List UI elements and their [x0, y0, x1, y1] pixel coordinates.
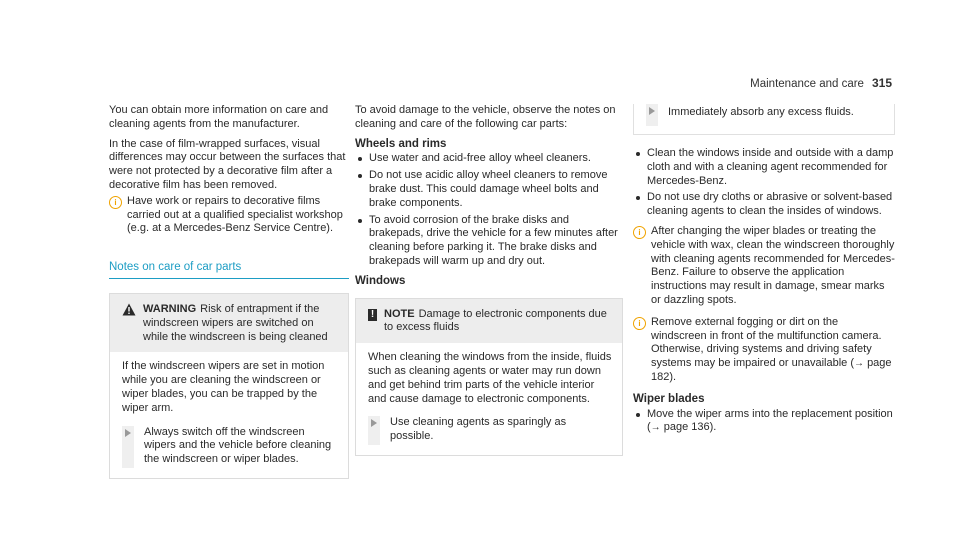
info-icon: i: [633, 317, 646, 330]
page-reference-link[interactable]: page 136: [663, 421, 710, 434]
page-number: 315: [871, 76, 892, 90]
column-left: [109, 104, 349, 479]
section-name: Maintenance and care: [750, 78, 864, 90]
subheading-wheels: Wheels and rims: [355, 137, 447, 150]
note-box: [355, 298, 623, 457]
info-icon: i: [109, 196, 122, 209]
exclamation-icon: !: [368, 309, 377, 321]
paragraph: In the case of film-wrapped surfaces, visual differences may occur between the surfaces that were not protected by a decorative film after a decorative film has been removed.: [109, 137, 346, 191]
subheading-windows: Windows: [355, 274, 406, 287]
list-item: Do not use acidic alloy wheel cleaners to remove brake dust. This could damage wheel bolts and brake components.: [355, 169, 623, 210]
warning-text: If the windscreen wipers are set in motion while you are cleaning the windscreen or wiper blades, you can be trapped by the wiper arm.: [122, 360, 325, 414]
info-note: [633, 225, 895, 308]
arrow-right-icon: [125, 429, 131, 437]
warning-triangle-icon: [122, 303, 136, 316]
arrow-right-icon: [371, 419, 377, 427]
action-step: [368, 416, 612, 445]
warning-label: WARNING: [143, 302, 197, 315]
column-middle: [355, 104, 623, 456]
info-note: [633, 316, 895, 385]
paragraph: You can obtain more information on care and cleaning agents from the manufacturer.: [109, 104, 329, 130]
reference-arrow-icon: →: [650, 422, 661, 434]
info-note: [109, 195, 349, 236]
subheading-wiper: Wiper blades: [633, 392, 705, 405]
warning-header: [110, 294, 348, 352]
continued-step-box: [633, 104, 895, 135]
wiper-list: [633, 408, 895, 436]
list-item-text: Move the wiper arms into the replacement position: [647, 407, 893, 420]
note-label: NOTE: [384, 307, 415, 320]
note-headline: Damage to electronic components due to excess fluids: [384, 307, 607, 334]
info-note-text: Remove external fogging or dirt on the windscreen in front of the multifunction camera. Otherwise, driving systems and driving safety systems may be impaired or unavailable (→ page 182).: [651, 315, 892, 383]
section-title: Notes on care of car parts: [109, 261, 349, 279]
page-reference-link[interactable]: page 182: [651, 357, 892, 383]
page-header: [750, 76, 892, 90]
info-note-text: After changing the wiper blades or treating the vehicle with wax, clean the windscreen thoroughly with cleaning agents recommended for Mercedes-Benz. Failure to observe the application instructions may result in damage, smear marks or dazzling spots.: [651, 224, 895, 306]
list-item: Move the wiper arms into the replacement position (→ page 136).: [633, 408, 895, 436]
column-right: [633, 104, 895, 441]
note-body: [356, 343, 622, 455]
warning-body: [110, 352, 348, 477]
list-item: Clean the windows inside and outside with a damp cloth and with a cleaning agent recommended for Mercedes-Benz.: [633, 147, 895, 188]
note-header: [356, 299, 622, 344]
info-icon: i: [633, 226, 646, 239]
action-step: [122, 426, 338, 468]
wheels-list: [355, 152, 623, 268]
step-marker: [122, 426, 134, 468]
list-item: To avoid corrosion of the brake disks and brakepads, drive the vehicle for a few minutes after cleaning before parking it. The brake disks and brakepads will warm up and dry out.: [355, 214, 623, 269]
step-text: Always switch off the windscreen wipers and the vehicle before cleaning the windscreen or wiper blades.: [144, 425, 332, 466]
paragraph: To avoid damage to the vehicle, observe the notes on cleaning and care of the following car parts:: [355, 104, 616, 130]
step-marker: [646, 104, 658, 126]
arrow-right-icon: [649, 107, 655, 115]
note-sentence: Remove external fogging or dirt on the windscreen in front of the multifunction camera. Otherwise, driving systems and driving safety systems may be impaired or unavailable: [651, 315, 882, 370]
warning-box: [109, 293, 349, 479]
step-text: Immediately absorb any excess fluids.: [668, 106, 854, 118]
step-marker: [368, 416, 380, 445]
windows-list: [633, 147, 895, 219]
list-item: Do not use dry cloths or abrasive or solvent-based cleaning agents to clean the insides of windows.: [633, 191, 895, 219]
step-text: Use cleaning agents as sparingly as possible.: [390, 416, 567, 443]
warning-header-text: [143, 303, 340, 344]
note-header-text: [384, 308, 614, 336]
warning-headline: Risk of entrapment if the windscreen wipers are switched on while the windscreen is being cleaned: [143, 302, 328, 343]
info-note-text: Have work or repairs to decorative films carried out at a qualified specialist workshop (e.g. at a Mercedes-Benz Service Centre).: [127, 194, 343, 235]
note-text: When cleaning the windows from the inside, fluids such as cleaning agents or water may run down and get behind trim parts of the vehicle interior and cause damage to electronic components.: [368, 351, 612, 405]
list-item: Use water and acid-free alloy wheel cleaners.: [355, 152, 623, 166]
reference-arrow-icon: →: [854, 358, 864, 370]
